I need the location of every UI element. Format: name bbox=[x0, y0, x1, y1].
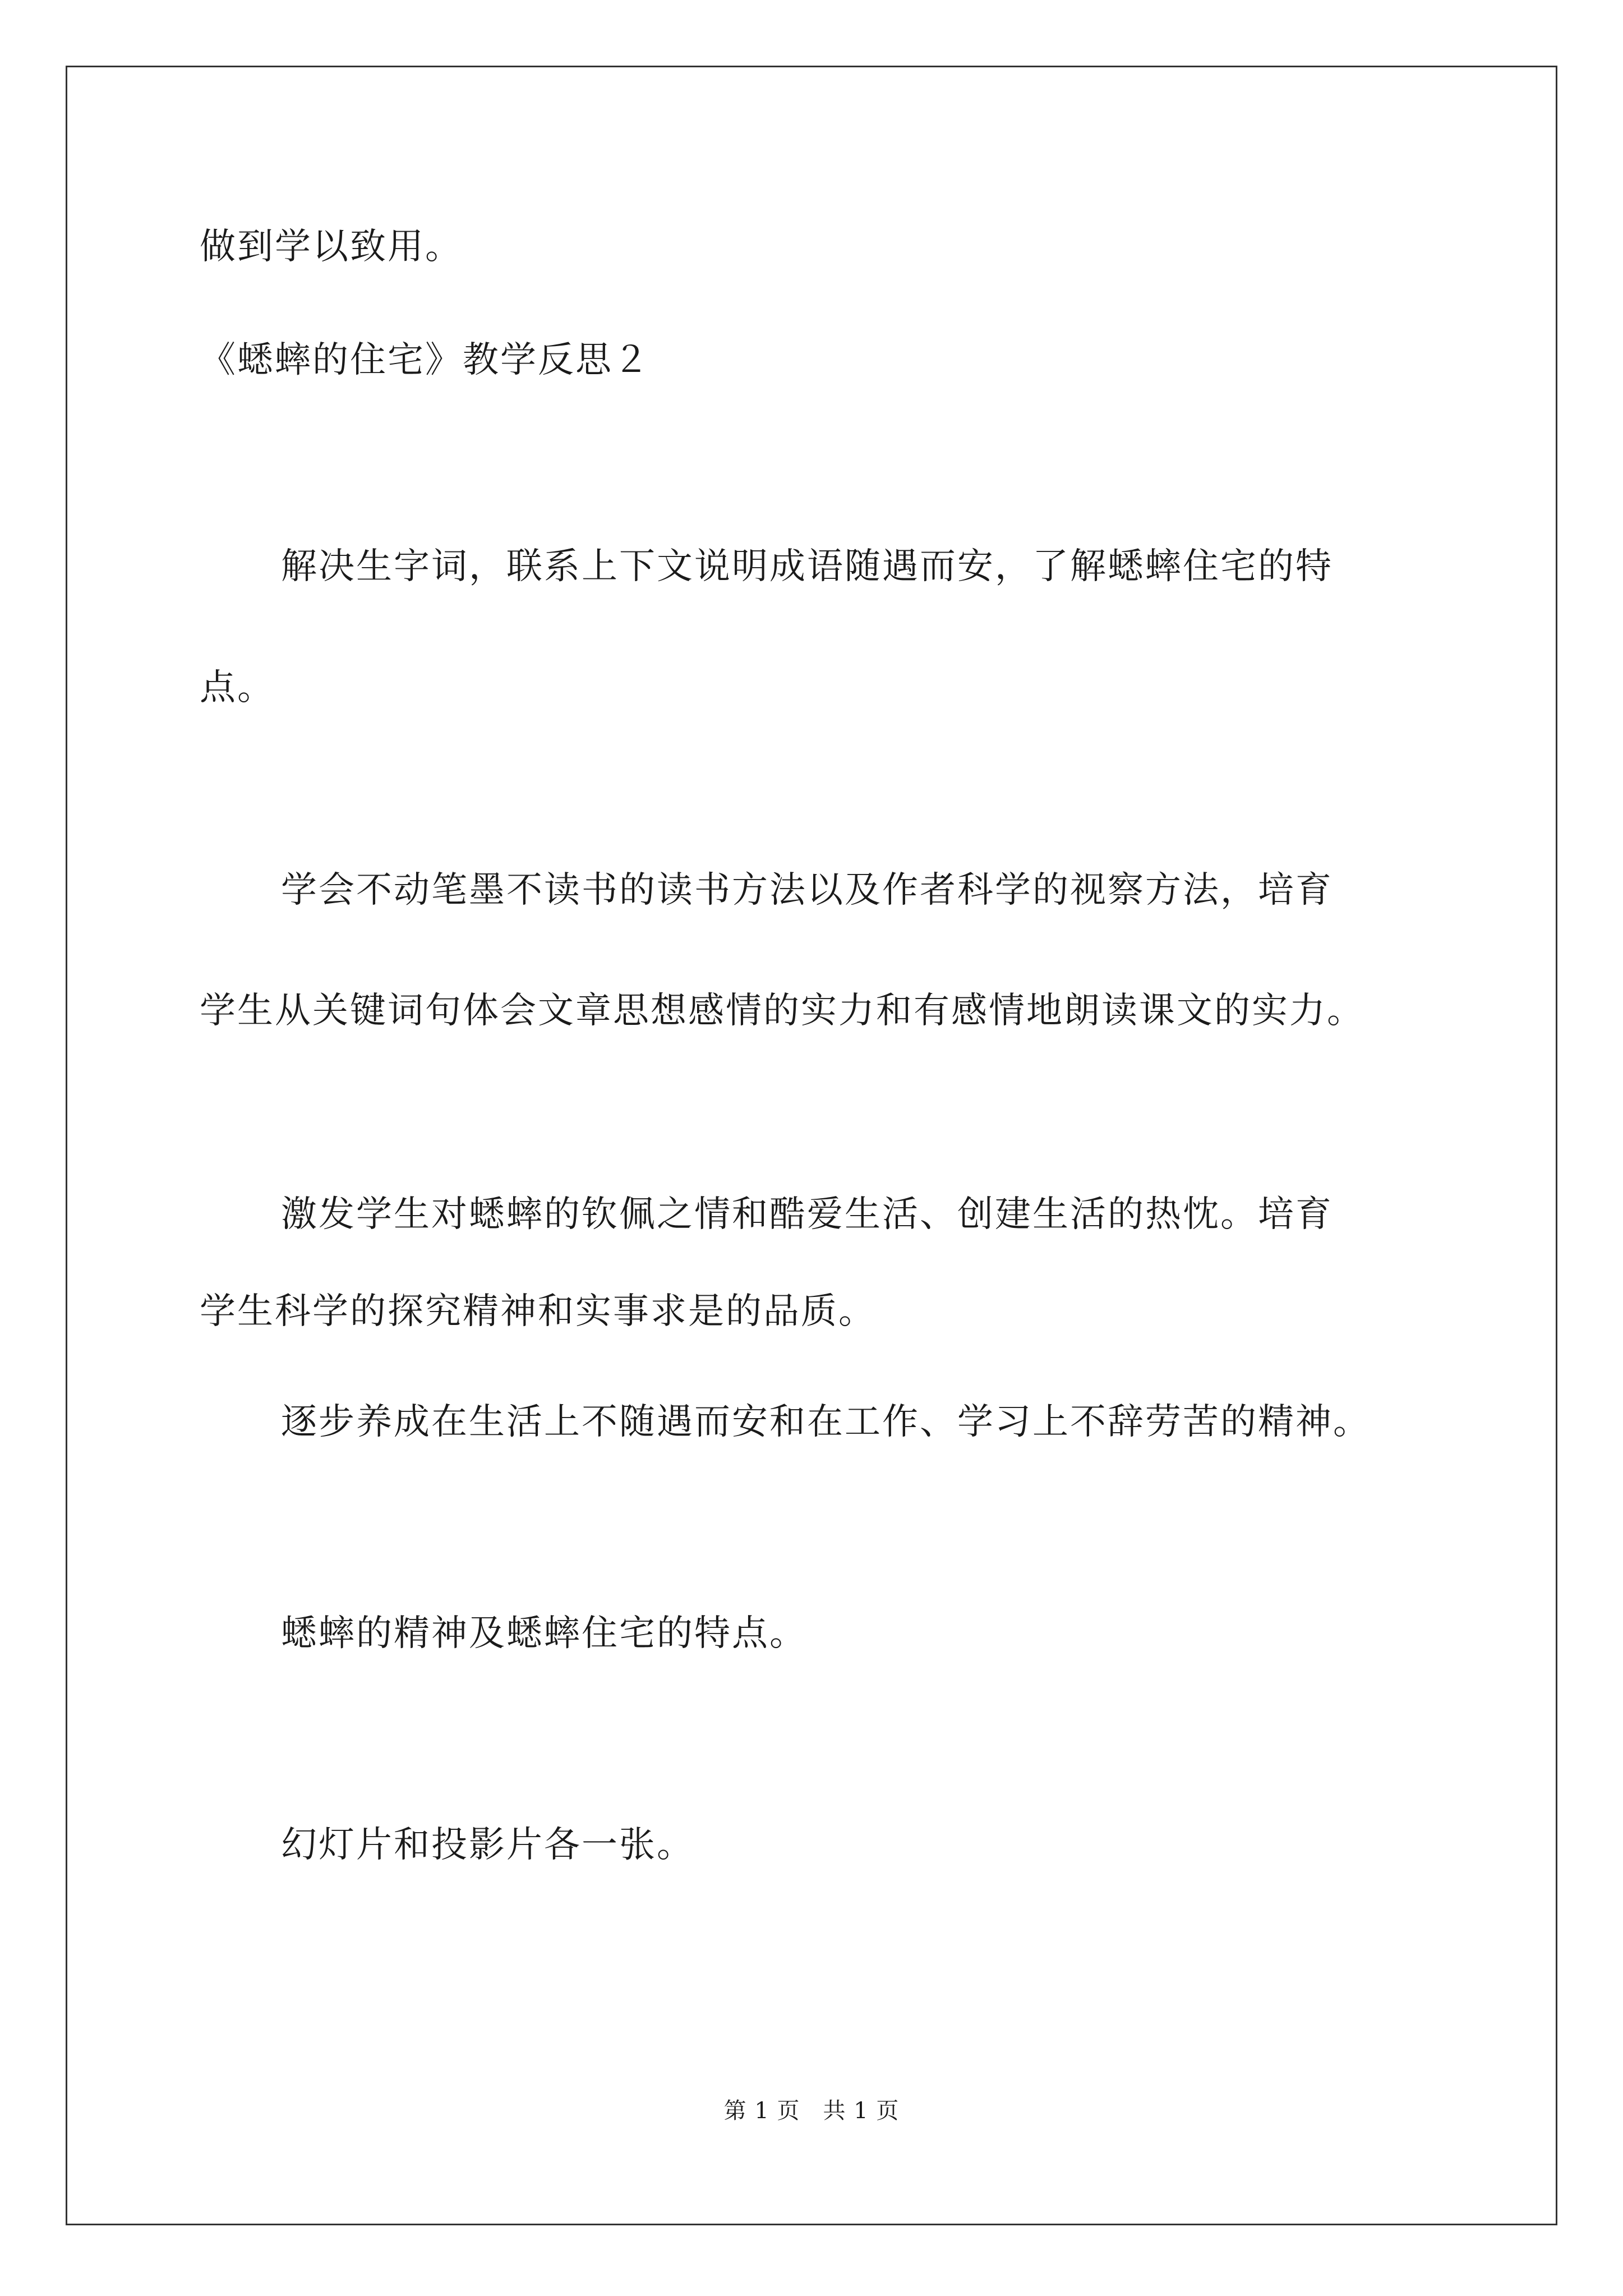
page-border bbox=[66, 66, 1557, 2225]
section-title: 《蟋蟀的住宅》教学反思２ bbox=[200, 339, 651, 381]
paragraph-6: 幻灯片和投影片各一张。 bbox=[281, 1824, 694, 1866]
paragraph-2-line-1: 学会不动笔墨不读书的读书方法以及作者科学的视察方法，培育 bbox=[281, 869, 1333, 911]
paragraph-2-line-2: 学生从关键词句体会文章思想感情的实力和有感情地朗读课文的实力。 bbox=[200, 990, 1364, 1032]
paragraph-3-line-1: 激发学生对蟋蟀的钦佩之情和酷爱生活、创建生活的热忱。培育 bbox=[281, 1194, 1333, 1235]
paragraph-5: 蟋蟀的精神及蟋蟀住宅的特点。 bbox=[281, 1613, 807, 1654]
paragraph-1-line-1: 解决生字词，联系上下文说明成语随遇而安，了解蟋蟀住宅的特 bbox=[281, 546, 1333, 587]
paragraph-1-line-2: 点。 bbox=[200, 667, 275, 708]
page-number-footer: 第 1 页 共 1 页 bbox=[723, 2098, 900, 2124]
text-line-1: 做到学以致用。 bbox=[200, 226, 463, 268]
paragraph-3-line-2: 学生科学的探究精神和实事求是的品质。 bbox=[200, 1291, 876, 1332]
paragraph-4: 逐步养成在生活上不随遇而安和在工作、学习上不辞劳苦的精神。 bbox=[281, 1401, 1371, 1443]
